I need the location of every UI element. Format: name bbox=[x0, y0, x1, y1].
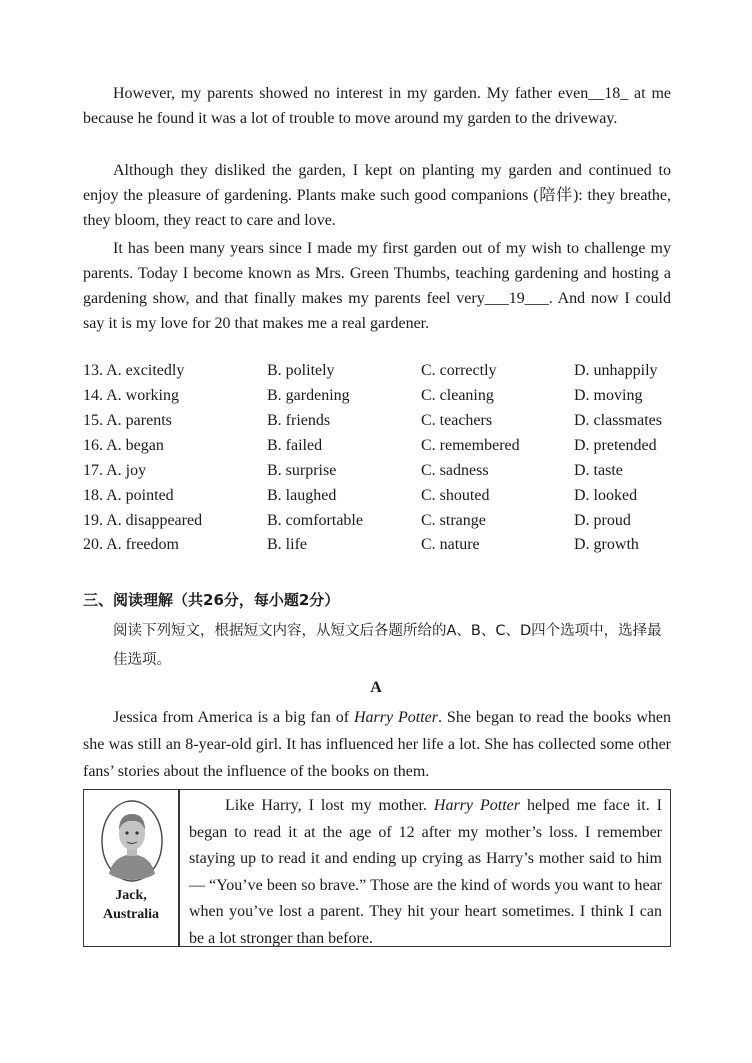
paragraph-many-years: It has been many years since I made my first garden out of my wish to challenge my parents. Today I become known as Mrs. Green Thumbs, teaching gardening and hosting a gardening show, and that finally makes my parents feel very___19___. And now I could say it is my love for 20 that makes me a real gardener. bbox=[83, 240, 671, 332]
option-row-15 bbox=[83, 412, 683, 437]
intro-text-end: . She began to read the books when she was still an 8-year-old girl. It has influenced her life a lot. She has collected some other fans’ stories about the influence of the books on them. bbox=[83, 709, 672, 780]
story-book-title: Harry Potter bbox=[433, 797, 520, 814]
option-c: C. remembered bbox=[421, 437, 520, 454]
option-d: D. pretended bbox=[574, 437, 657, 454]
option-c: C. teachers bbox=[421, 412, 493, 429]
paragraph-parents-no-interest: However, my parents showed no interest in my garden. My father even__18_ at me because he found it was a lot of trouble to move around my garden to the driveway. bbox=[83, 85, 671, 127]
option-a: 17. A. joy bbox=[83, 462, 147, 479]
profile-name bbox=[84, 886, 178, 924]
profile-name-line2: Australia bbox=[103, 907, 159, 922]
profile-name-line1: Jack, bbox=[115, 888, 147, 903]
story-text-end: helped me face it. I began to read it at the age of 12 after my mother’s loss. I remember staying up to read it and ending up crying as Harry’s mother said to him — “You’ve been so brave.” Those are the kind of words you want to hear when you’ve lost a parent. They hit your heart sometimes. I think I can be a lot stronger than before. bbox=[189, 797, 663, 947]
option-row-19 bbox=[83, 512, 683, 537]
option-a: 14. A. working bbox=[83, 387, 179, 404]
option-a: 18. A. pointed bbox=[83, 487, 174, 504]
option-b: B. failed bbox=[267, 437, 323, 454]
option-c: C. cleaning bbox=[421, 387, 494, 404]
option-d: D. looked bbox=[574, 487, 638, 504]
option-b: B. life bbox=[267, 536, 307, 553]
option-b: B. comfortable bbox=[267, 512, 363, 529]
option-row-20 bbox=[83, 536, 683, 561]
option-b: B. surprise bbox=[267, 462, 337, 479]
option-c: C. sadness bbox=[421, 462, 489, 479]
option-d: D. unhappily bbox=[574, 362, 658, 379]
option-a: 13. A. excitedly bbox=[83, 362, 185, 379]
intro-paragraph bbox=[83, 704, 671, 785]
option-b: B. friends bbox=[267, 412, 331, 429]
option-b: B. gardening bbox=[267, 387, 350, 404]
passage-label: A bbox=[370, 679, 382, 696]
option-d: D. proud bbox=[574, 512, 631, 529]
section-heading: 三、阅读理解（共26分，每小题2分） bbox=[83, 591, 340, 609]
book-title: Harry Potter bbox=[354, 709, 439, 726]
option-a: 19. A. disappeared bbox=[83, 512, 203, 529]
option-d: D. classmates bbox=[574, 412, 662, 429]
story-box bbox=[179, 789, 671, 947]
avatar-icon bbox=[101, 800, 163, 882]
story-text-start: Like Harry, I lost my mother. bbox=[225, 797, 434, 814]
profile-box bbox=[83, 789, 179, 947]
option-a: 15. A. parents bbox=[83, 412, 172, 429]
option-c: C. strange bbox=[421, 512, 486, 529]
option-d: D. moving bbox=[574, 387, 643, 404]
option-row-16 bbox=[83, 437, 683, 462]
reading-instructions: 阅读下列短文，根据短文内容，从短文后各题所给的A、B、C、D四个选项中，选择最佳选项。 bbox=[113, 623, 662, 668]
option-row-13 bbox=[83, 362, 683, 387]
option-d: D. taste bbox=[574, 462, 623, 479]
paragraph-kept-planting: Although they disliked the garden, I kept on planting my garden and continued to enjoy the pleasure of gardening. Plants make such good companions (陪伴): they breathe, they bloom, they react to care and love. bbox=[83, 162, 671, 229]
option-a: 16. A. began bbox=[83, 437, 164, 454]
option-row-14 bbox=[83, 387, 683, 412]
option-b: B. laughed bbox=[267, 487, 337, 504]
intro-text-start: Jessica from America is a big fan of bbox=[113, 709, 354, 726]
option-row-18 bbox=[83, 487, 683, 512]
option-d: D. growth bbox=[574, 536, 639, 553]
option-c: C. shouted bbox=[421, 487, 490, 504]
option-row-17 bbox=[83, 462, 683, 487]
story-text bbox=[189, 793, 662, 952]
option-b: B. politely bbox=[267, 362, 335, 379]
option-c: C. nature bbox=[421, 536, 480, 553]
option-c: C. correctly bbox=[421, 362, 497, 379]
option-a: 20. A. freedom bbox=[83, 536, 179, 553]
